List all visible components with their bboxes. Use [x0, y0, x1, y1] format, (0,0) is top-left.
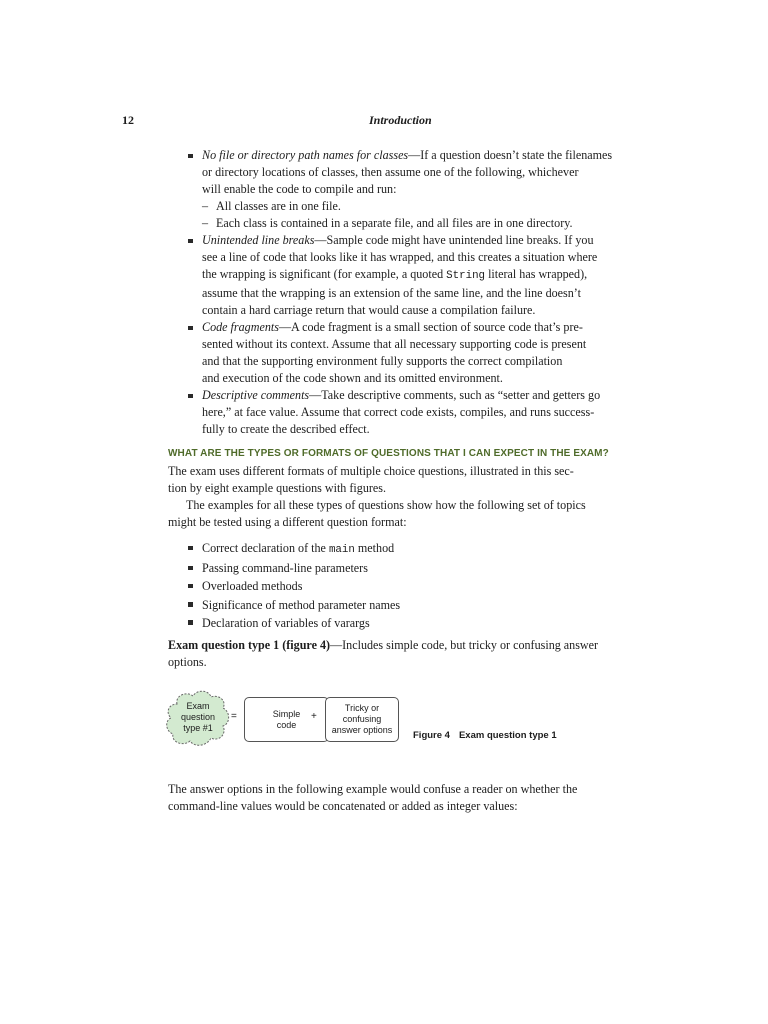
exam-question-cloud [163, 688, 233, 750]
box-label: Tricky or [344, 703, 380, 713]
bullet-text: —Sample code might have unintended line breaks. If you [314, 233, 594, 247]
list-item [186, 232, 638, 319]
sub-item-text: All classes are in one file. [216, 199, 341, 213]
question-type-title: Exam question type 1 (figure 4) [168, 638, 331, 652]
closing-paragraph [168, 781, 634, 815]
bullet-term: Descriptive comments [202, 388, 310, 402]
cloud-label: type #1 [183, 723, 213, 733]
paragraph-line: The examples for all these types of questions show how the following set of topics [186, 498, 586, 512]
box-label: answer options [331, 725, 393, 735]
box-label: code [276, 719, 297, 730]
paragraph-line: options. [168, 655, 207, 669]
inline-code: String [446, 270, 486, 282]
bullet-text: literal has wrapped), [485, 267, 588, 281]
list-item [186, 147, 638, 232]
assumptions-list [186, 147, 638, 438]
topic-text: method [354, 541, 395, 555]
paragraph-line: might be tested using a different question format: [168, 515, 407, 529]
equals-operator: = [231, 711, 237, 722]
section-second-paragraph [168, 497, 634, 531]
bullet-text: see a line of code that looks like it has wrapped, and this creates a situation where [202, 250, 598, 264]
list-item [186, 539, 638, 559]
figure-caption [413, 730, 557, 741]
bullet-text: the wrapping is significant (for example, a quoted [202, 267, 447, 281]
bullet-text: assume that the wrapping is an extension of the same line, and the line doesn’t [202, 286, 581, 300]
box-label: confusing [342, 714, 382, 724]
cloud-label: Exam [186, 701, 210, 711]
topic-text: Correct declaration of the [202, 541, 329, 555]
sub-list-item [202, 215, 638, 232]
paragraph-line: —Includes simple code, but tricky or confusing answer [330, 638, 599, 652]
topic-text: Passing command-line parameters [202, 561, 368, 576]
bullet-text: will enable the code to compile and run: [202, 182, 397, 196]
paragraph-line: tion by eight example questions with figures. [168, 481, 386, 495]
bullet-term: No file or directory path names for classes [202, 148, 409, 162]
bullet-text: —Take descriptive comments, such as “setter and getters go [309, 388, 601, 402]
list-item [186, 596, 638, 614]
inline-code: main [328, 544, 355, 556]
list-item [186, 614, 638, 632]
running-head: Introduction [369, 113, 432, 127]
list-item [186, 577, 638, 595]
bullet-text: —If a question doesn’t state the filenames [408, 148, 613, 162]
paragraph-line: The answer options in the following example would confuse a reader on whether the [168, 782, 578, 796]
sub-item-text: Each class is contained in a separate file, and all files are in one directory. [216, 216, 573, 230]
question-type-paragraph [168, 637, 634, 671]
box-label: Simple [272, 708, 301, 719]
bullet-text: or directory locations of classes, then assume one of the following, whichever [202, 165, 579, 179]
bullet-text: contain a hard carriage return that would cause a compilation failure. [202, 303, 536, 317]
bullet-text: fully to create the described effect. [202, 422, 370, 436]
bullet-text: and execution of the code shown and its omitted environment. [202, 371, 503, 385]
bullet-term: Code fragments [202, 320, 279, 334]
cloud-label: question [180, 712, 216, 722]
bullet-text: sented without its context. Assume that all necessary supporting code is present [202, 337, 587, 351]
topic-text: Significance of method parameter names [202, 597, 401, 612]
bullet-text: here,” at face value. Assume that correct code exists, compiles, and runs success- [202, 405, 595, 419]
figure-title: Exam question type 1 [458, 730, 557, 741]
paragraph-line: The exam uses different formats of multiple choice questions, illustrated in this sec- [168, 464, 574, 478]
tricky-options-box [325, 697, 399, 742]
figure-number: Figure 4 [413, 730, 450, 741]
list-item [186, 387, 638, 438]
topic-text: Declaration of variables of varargs [202, 615, 370, 630]
list-item [186, 319, 638, 387]
section-intro-paragraph [168, 463, 634, 497]
topics-list [186, 539, 638, 632]
plus-operator: + [311, 711, 317, 722]
section-heading: WHAT ARE THE TYPES OR FORMATS OF QUESTIONS THAT I CAN EXPECT IN THE EXAM? [168, 448, 609, 459]
bullet-text: —A code fragment is a small section of source code that’s pre- [278, 320, 583, 334]
sub-list-item [202, 198, 638, 215]
page-number: 12 [122, 113, 134, 127]
paragraph-line: command-line values would be concatenated or added as integer values: [168, 799, 518, 813]
bullet-text: and that the supporting environment fully supports the correct compilation [202, 354, 563, 368]
topic-text: Overloaded methods [202, 579, 303, 594]
list-item [186, 559, 638, 577]
bullet-term: Unintended line breaks [202, 233, 315, 247]
